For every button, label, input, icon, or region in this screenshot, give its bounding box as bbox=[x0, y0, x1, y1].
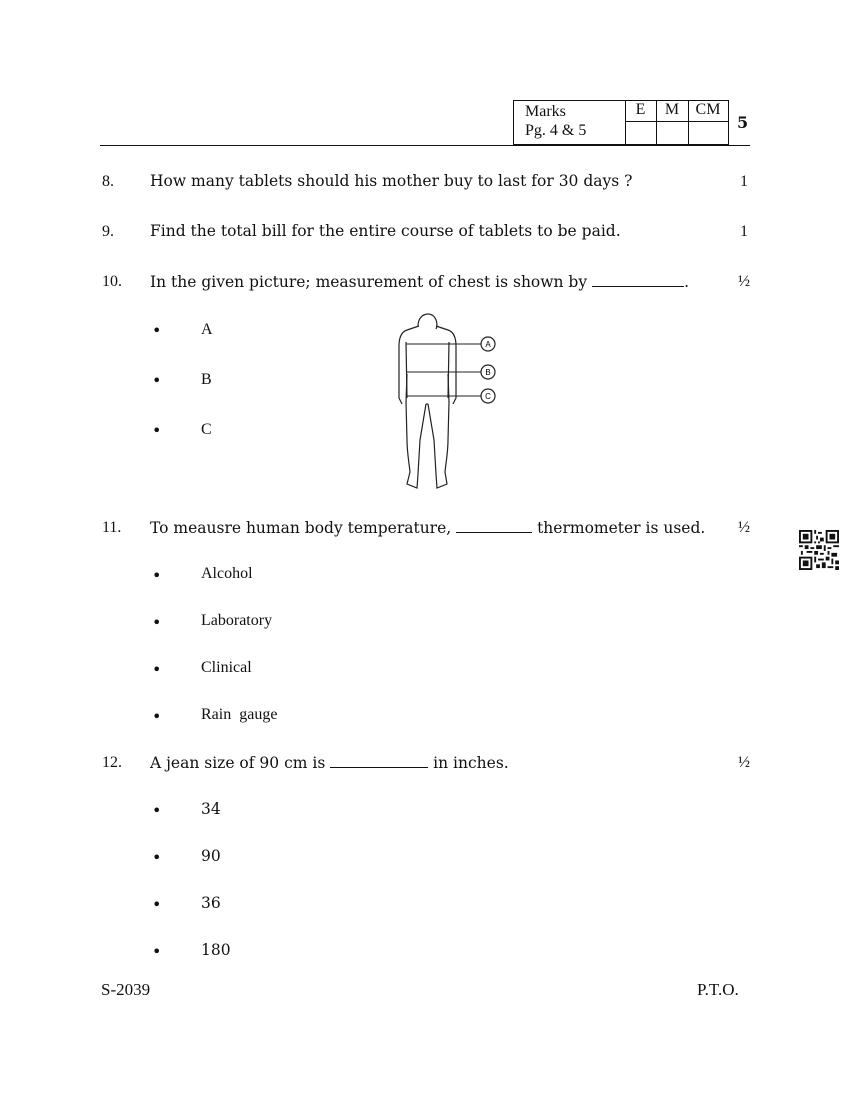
answer-blank bbox=[592, 272, 684, 287]
option-label: 36 bbox=[201, 894, 221, 912]
figure-label-b: B bbox=[485, 368, 491, 377]
bullet: • bbox=[152, 566, 162, 585]
bullet: • bbox=[152, 801, 162, 820]
question-marks: 1 bbox=[740, 173, 748, 190]
figure-label-c: C bbox=[485, 392, 491, 401]
bullet: • bbox=[152, 660, 162, 679]
body-measurement-figure bbox=[385, 312, 510, 494]
header-rule bbox=[100, 145, 750, 146]
figure-label-a: A bbox=[485, 340, 491, 349]
option-label: 90 bbox=[201, 847, 221, 865]
marks-label: Marks bbox=[525, 103, 566, 120]
human-body-outline bbox=[399, 314, 456, 488]
option-label: B bbox=[201, 371, 212, 388]
bullet: • bbox=[152, 321, 162, 340]
question-number: 9. bbox=[102, 223, 114, 240]
question-text: Find the total bill for the entire course of tablets to be paid. bbox=[150, 222, 621, 240]
question-text: In the given picture; measurement of chest is shown by . bbox=[150, 272, 689, 291]
question-number: 11. bbox=[102, 519, 122, 536]
col-cm-header: CM bbox=[695, 101, 721, 118]
option-label: Rain gauge bbox=[201, 706, 278, 723]
answer-blank bbox=[330, 753, 428, 768]
question-text: A jean size of 90 cm is in inches. bbox=[150, 753, 509, 772]
question-number: 12. bbox=[102, 754, 122, 771]
question-number: 8. bbox=[102, 173, 114, 190]
option-label: Clinical bbox=[201, 659, 252, 676]
question-marks: ½ bbox=[738, 519, 750, 536]
pto-label: P.T.O. bbox=[697, 980, 739, 999]
option-label: 180 bbox=[201, 941, 231, 959]
option-label: A bbox=[201, 321, 213, 338]
bullet: • bbox=[152, 421, 162, 440]
question-marks: ½ bbox=[738, 273, 750, 290]
question-number: 10. bbox=[102, 273, 122, 290]
option-label: 34 bbox=[201, 800, 221, 818]
question-text: To meausre human body temperature, thermometer is used. bbox=[150, 518, 706, 537]
col-m-header: M bbox=[664, 101, 680, 118]
question-marks: 1 bbox=[740, 223, 748, 240]
question-text: How many tablets should his mother buy to last for 30 days ? bbox=[150, 172, 633, 190]
bullet: • bbox=[152, 942, 162, 961]
answer-blank bbox=[456, 518, 532, 533]
bullet: • bbox=[152, 848, 162, 867]
marks-table bbox=[513, 100, 729, 145]
page-number: 5 bbox=[737, 113, 749, 132]
bullet: • bbox=[152, 895, 162, 914]
qr-code bbox=[799, 530, 839, 570]
pages-label: Pg. 4 & 5 bbox=[525, 122, 587, 139]
bullet: • bbox=[152, 371, 162, 390]
question-marks: ½ bbox=[738, 754, 750, 771]
option-label: Alcohol bbox=[201, 565, 253, 582]
bullet: • bbox=[152, 707, 162, 726]
bullet: • bbox=[152, 613, 162, 632]
paper-code: S-2039 bbox=[101, 980, 151, 999]
option-label: C bbox=[201, 421, 212, 438]
option-label: Laboratory bbox=[201, 612, 273, 629]
col-e-header: E bbox=[635, 101, 646, 118]
